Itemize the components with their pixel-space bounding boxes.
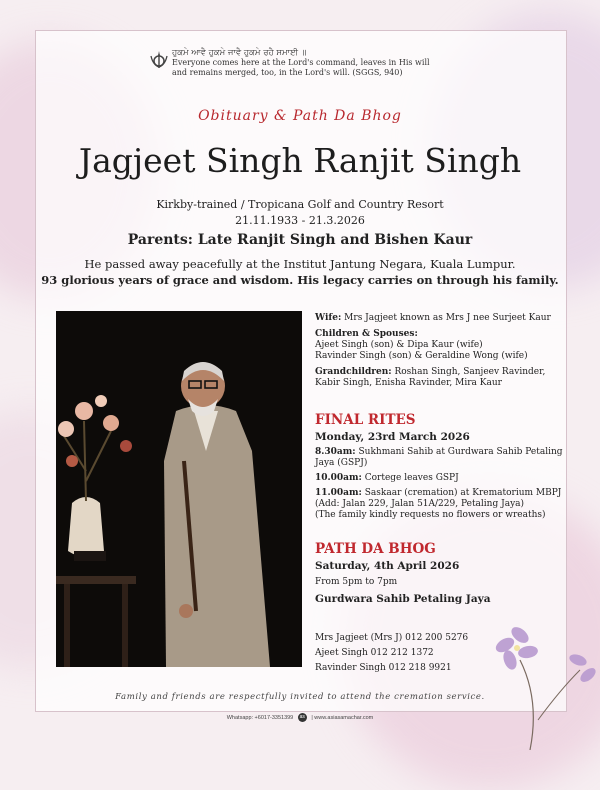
quote-gurmukhi: ਹੁਕਮੇ ਆਵੈ ਹੁਕਮੇ ਜਾਵੈ ਹੁਕਮੇ ਰਹੈ ਸਮਾਈ ॥ <box>172 48 307 58</box>
child-entry: Ravinder Singh (son) & Geraldine Wong (wife) <box>315 351 528 361</box>
quote-english-line1: Everyone comes here at the Lord's command, leaves in His will <box>172 58 430 67</box>
final-rites-heading: FINAL RITES <box>315 412 416 428</box>
grandchildren-line1: Roshan Singh, Sanjeev Ravinder, <box>394 367 546 377</box>
schedule-text: Cortege leaves GSPJ <box>364 473 459 483</box>
parents: Parents: Late Ranjit Singh and Bishen Kaur <box>127 232 473 248</box>
final-rites-date: Monday, 23rd March 2026 <box>315 431 470 443</box>
contact-entry: Ajeet Singh 012 212 1372 <box>315 648 434 658</box>
flower-decoration <box>460 600 600 750</box>
footer-invitation: Family and friends are respectfully invited to attend the cremation service. <box>115 692 485 702</box>
children-label: Children & Spouses: <box>315 329 418 339</box>
schedule-text-cont: (Add: Jalan 229, Jalan 51A/229, Petaling Jaya) <box>315 499 525 509</box>
contact-list <box>315 631 468 676</box>
portrait-illustration <box>56 311 302 667</box>
scripture-quote <box>142 48 472 78</box>
schedule-time: 8.30am: <box>315 447 356 457</box>
publisher-credit <box>0 713 600 722</box>
schedule-time: 10.00am: <box>315 473 362 483</box>
family-details <box>315 313 565 394</box>
schedule-item <box>315 488 565 521</box>
schedule-text: Saskaar (cremation) at Krematorium MBPJ <box>364 488 562 498</box>
quote-english-line2: and remains merged, too, in the Lord's will. (SGGS, 940) <box>172 68 403 77</box>
contact-entry: Mrs Jagjeet (Mrs J) 012 200 5276 <box>315 633 469 643</box>
path-da-bhog-venue: Gurdwara Sahib Petaling Jaya <box>315 593 491 605</box>
final-rites-schedule <box>315 447 565 525</box>
publisher-logo-icon: as <box>299 714 305 720</box>
schedule-item <box>315 447 565 469</box>
subheading: Obituary & Path Da Bhog <box>198 108 402 124</box>
schedule-text-cont: Jaya (GSPJ) <box>315 458 368 468</box>
path-da-bhog-time: From 5pm to 7pm <box>315 577 398 587</box>
grandchildren-line2: Kabir Singh, Enisha Ravinder, Mira Kaur <box>315 378 502 388</box>
life-dates: 21.11.1933 - 21.3.2026 <box>235 214 365 227</box>
wife-label: Wife: <box>315 313 342 323</box>
affiliation: Kirkby-trained / Tropicana Golf and Country Resort <box>156 198 444 211</box>
contact-entry: Ravinder Singh 012 218 9921 <box>315 663 452 673</box>
portrait-photo <box>56 311 302 667</box>
path-da-bhog-date: Saturday, 4th April 2026 <box>315 560 460 572</box>
schedule-item <box>315 473 565 484</box>
whatsapp-number: Whatsapp: +6017-3351399 <box>226 714 294 721</box>
schedule-text: Sukhmani Sahib at Gurdwara Sahib Petaling <box>358 447 563 457</box>
deceased-name: Jagjeet Singh Ranjit Singh <box>78 141 522 180</box>
no-flowers-note: (The family kindly requests no flowers or wreaths) <box>315 510 546 520</box>
wife-name: Mrs Jagjeet known as Mrs J nee Surjeet Kaur <box>344 313 551 323</box>
passing-note: He passed away peacefully at the Institut Jantung Negara, Kuala Lumpur. <box>84 257 516 271</box>
schedule-time: 11.00am: <box>315 488 362 498</box>
path-da-bhog-heading: PATH DA BHOG <box>315 541 436 557</box>
publisher-site: | www.asiasamachar.com <box>311 714 374 721</box>
legacy-note: 93 glorious years of grace and wisdom. His legacy carries on through his family. <box>41 273 559 287</box>
child-entry: Ajeet Singh (son) & Dipa Kaur (wife) <box>315 340 483 350</box>
grandchildren-label: Grandchildren: <box>315 367 392 377</box>
